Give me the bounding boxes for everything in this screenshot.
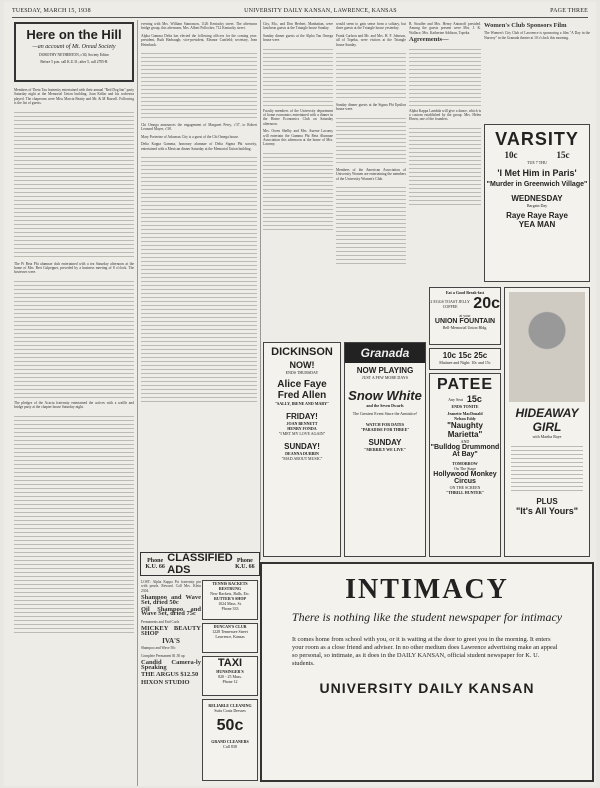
classified-column [141,580,201,780]
varsity-days: TUE 7 THU [527,160,547,165]
article-text: The Women's City Club of Lawrence is sponsoring a film "A Day in the Nursery" in the Granada theater at 10 o'clock this morning. [484,31,590,40]
intimacy-footer: UNIVERSITY DAILY KANSAN [319,680,535,696]
guest-list [14,109,134,259]
varsity-price-left: 10c [504,150,518,160]
cleaning-price: 50c [216,717,244,734]
duncan-ad [202,623,258,653]
patee-onstage: On The Stage [454,466,476,471]
dickinson-star-1: Alice Faye [277,379,327,390]
masthead-page: PAGE THREE [550,8,588,14]
society-subtitle: —an account of Mt. Oread Society [32,44,116,50]
society-header-box [14,22,134,82]
taxi-ad [202,656,258,696]
tennis-ad [202,580,258,620]
patee-ends: ENDS TONITE [451,404,479,409]
article-text: Frank Carlson and Mr. and Mrs. H. F. Johnson, all of Topeka, were visitors at the Triangle house Sunday. [336,33,406,47]
granada-watch: WATCH FOR DATES [365,422,405,427]
patee-star-2: Nelson Eddy [454,416,476,421]
classified-item: Permanents and End Curls [141,619,180,624]
classified-item: Shampoo and Wave 50c [141,646,176,651]
taxi-line2: 820 - 25 Mass. [218,674,242,679]
varsity-bargain: Bargain Day [526,203,548,208]
guest-list [336,50,406,100]
hideaway-ad [504,287,590,557]
dickinson-star-3: JOAN BENNETT [286,421,318,426]
patee-title: PATEE [437,376,493,393]
tennis-title: TENNIS RACKETS RESTRUNG [212,581,248,591]
masthead-title: UNIVERSITY DAILY KANSAN, LAWRENCE, KANSAS [244,8,397,14]
cleaning-title: RELIABLE CLEANING [208,703,252,708]
dickinson-ends: ENDS THURSDAY [285,370,319,375]
classified-ads-header [140,552,260,576]
dickinson-film-3: "MAD ABOUT MUSIC" [281,456,323,461]
varsity-raye: Raye Raye Raye [506,211,568,220]
guest-list [263,46,333,106]
intimacy-title: INTIMACY [345,574,509,605]
patee-any: Any Seat [448,396,463,402]
newspaper-page [4,2,596,786]
granada-film-sub: and the Seven Dwarfs [366,403,404,408]
varsity-prices [485,150,589,160]
classified-item: LOST: Alpha Kappa Psi fraternity pin with pearls. Reward. Call Mrs. Klein 2304. [141,580,201,593]
dickinson-friday: FRIDAY! [286,412,318,421]
column-rule [137,20,138,786]
section-heading: Agreements— [409,36,449,44]
prices-detail: Matinee and Night: 10c and 15c [439,360,491,365]
article-text: B. Stouffer and Mrs. Henry Antonoff presided. Among the guests present were Mrs. J. K. Wallace, Mrs. Katherine Addison, Topeka. [409,22,481,35]
society-note: Before 5 p.m. call K.U.31; after 5, call 2705-R [40,60,108,64]
section-heading: Women's Club Sponsors Film [484,22,567,29]
patee-price: 15c [466,394,482,404]
hideaway-sub: with Martha Raye [532,434,562,439]
guest-list [336,115,406,165]
society-editor: DOROTHY NETHERTON, c'40, Society Editor [39,53,109,57]
article-text: The Pi Beta Phi alumnae club entertained with a tea Saturday afternoon at the home of Mrs. Bert Culpepper, preceded by a business meeting of 8 o'clock. The hostesses were. [14,261,134,275]
taxi-phone: Phone 12 [222,679,238,684]
intimacy-body: It comes home from school with you, or it is waiting at the door to greet you in the morning. It enters your room as a close friend and adviser. In no other medium does Lawrence advertising make an appeal so personal, so intimate, as it does in the DAILY KANSAN, official student newspaper for K. U. students. [292,636,558,667]
column-4 [336,22,406,352]
guest-list [14,278,134,398]
patee-star-1: Jeanette MacDonald [447,411,483,416]
prices-ad [429,348,501,370]
article-text: Mary Porterine of Arkansas City is a guest of the Chi Omega house. [141,134,239,139]
cleaning-items: Suits Coats Dresses [214,708,246,713]
granada-ad [344,342,426,557]
granada-sunday: SUNDAY [368,438,402,447]
varsity-title: VARSITY [495,129,579,149]
patee-and: AND [460,439,470,444]
patee-tomorrow: TOMORROW [452,461,478,466]
tennis-sub: New Rackets, Balls, Etc. [210,591,250,596]
granada-merrily: "MERRILY WE LIVE" [364,447,406,452]
granada-film: Snow White [348,388,422,403]
body-text [141,154,257,404]
union-at: at your [459,313,471,318]
granada-now-playing: NOW PLAYING [356,366,414,375]
body-text [263,150,333,230]
patee-screen: ON THE SCREEN [449,485,481,490]
varsity-film-1: 'I Met Him in Paris' [497,168,577,178]
taxi-title: TAXI [217,657,243,669]
hideaway-film-2: "It's All Yours" [515,506,579,516]
article-text: Members of the American Association of University Women are entertaining the members of the University Women's Club. [336,167,406,181]
dickinson-star-2: Fred Allen [277,390,327,401]
granada-paradise: "PARADISE FOR THREE" [360,427,410,432]
article-text: Delta Kappa Gamma, honorary alumnae of Delta Sigma Phi sorority, entertained with a Mexican dinner Saturday at the Memorial Union building. [141,142,257,151]
tennis-addr: 1024 Mass. St. [218,601,242,606]
taxi-name: HUNSINGER'S [216,669,244,674]
dickinson-star-5: DEANNA DURBIN [285,451,319,456]
cleaning-ad [202,699,258,781]
varsity-price-right: 15c [556,150,570,160]
body-text [336,184,406,264]
article-text: Alpha Kappa Lambda will give a dance, which is a custom established by the group. Mrs. Helen Ebsen, one of the founders. [409,108,481,122]
body-text [409,46,481,106]
classified-phone-left: Phone K.U. 66 [145,558,165,570]
masthead [12,8,588,18]
classified-phone-right: Phone K.U. 66 [235,558,255,570]
article-text: Members of Theta Tau fraternity entertained with their annual "Red Dog Inn" party Saturday night at the Memorial Union building. Joan Kellar and his orchestra played. The chaperons were Miss Marcia Beatty and Mr. & M Russell. Following is the list of guests. [14,88,134,106]
article-text: Alpha Gamma Delta has elected the following officers for the coming year: president, Ruth Harbaugh; vice-president, Eleanor Canfield; secretary, Jean Heimbuck. [141,33,257,47]
granada-run: JUST A FEW MORE DAYS [362,375,408,380]
granada-tag: The Greatest Event Since the Armistice! [352,411,418,416]
cleaning-call: Call 838 [223,744,237,749]
varsity-ad [484,124,590,282]
classified-item: THE ARGUS $12.50 [141,671,199,679]
tennis-phone: Phone 333 [221,606,239,611]
guest-list [14,413,134,633]
guest-list [141,50,257,120]
dickinson-star-4: HENRY FONDA [287,426,317,431]
column-5 [409,22,481,282]
patee-ad [429,373,501,557]
tennis-shop: RUTTER'S SHOP [214,596,246,601]
union-eat: Eat a Good Break-fast [445,290,485,295]
union-sub: Bell-Memorial Union Bldg. [442,325,488,330]
union-eggs: 2 EGGS TOAST JELLY COFFEE [430,299,470,309]
masthead-date: TUESDAY, MARCH 15, 1938 [12,8,91,14]
dickinson-film-2: "I MET MY LOVE AGAIN" [278,431,326,436]
granada-title: Granada [345,343,425,363]
patee-film: "Naughty Marietta" [447,421,483,439]
duncan-sub: Lawrence, Kansas [215,634,245,639]
column-1 [14,88,134,778]
varsity-yeaman: YEA MAN [518,220,556,229]
patee-film-2: "Bulldog Drummond At Bay" [430,444,500,458]
article-text: City, Mo., and Don Herbert, Manhattan, were luncheon guests at the Triangle house Sunday. [263,22,333,31]
dickinson-ad [263,342,341,557]
duncan-addr: 1228 Tennessee Street [212,629,248,634]
duncan-title: DUNCAN'S CLUB [213,624,247,629]
column-6 [484,22,590,92]
cleaning-name: GRAND CLEANERS [211,739,249,744]
classified-item: Oil Shampoo and Wave Set, dried 75c [141,606,201,618]
union-fountain-ad [429,287,501,345]
intimacy-ad [260,562,594,782]
union-price: 20c [473,295,500,312]
article-text: Mrs. Owen Shelby and Mrs. Aurene Lacomy will entertain the Gamma Phi Beta Alumnae Association this afternoon at the home of Mrs. Lacomy. [263,129,333,147]
column-2 [141,22,257,547]
dickinson-now: NOW! [289,360,315,370]
column-rule [260,20,261,560]
actress-portrait [509,292,585,402]
varsity-wednesday: WEDNESDAY [511,194,563,203]
classified-item: IVA'S [162,637,180,646]
article-text: Faculty members of the University department of home economics entertained with a dinner in the Home Economics Club on Saturday afternoon. [263,108,333,126]
society-title: Here on the Hill [26,27,122,42]
classified-item: Shampoo and Wave Set, dried 50c [141,594,201,606]
patee-film-3: Hollywood Monkey Circus [433,471,497,485]
article-text: Sunday dinner guests at the Alpha Tau Omega house were. [263,33,333,43]
varsity-film-2: "Murder in Greenwich Village" [486,181,588,188]
union-name: UNION FOUNTAIN [434,318,496,325]
body-text [409,125,481,205]
union-price-row [430,295,500,313]
classified-title: CLASSIFIED ADS [167,552,233,576]
column-3 [263,22,333,352]
prices-rate: 10c 15c 25c [442,351,488,360]
article-text: The pledges of the Acacia fraternity entertained the actives with a waffle and bridge party at the chapter house Saturday night. [14,400,134,410]
dickinson-film: "SALLY, IRENE AND MARY" [274,401,330,406]
classified-item: MICKEY BEAUTY SHOP [141,625,201,637]
hideaway-plus: PLUS [536,497,558,506]
article-text: Sunday dinner guests at the Sigma Phi Epsilon house were. [336,103,406,112]
article-text: Chi Omega announces the engagement of Margaret Perry, c'37, to Robert Leonard Mayer, c'38. [141,123,257,132]
intimacy-lead: There is nothing like the student newspaper for intimacy [291,610,563,624]
patee-price-row [430,394,500,404]
article-text: evening with Mrs. William Stanonson, 1126 Kentucky street. The afternoon bridge group, this afternoon, Mrs. Albert Pollocher, 712 Kentucky street. [141,22,257,31]
ad-body-text [511,443,583,493]
patee-film-4: "THRILL HUNTER" [446,490,484,495]
dickinson-title: DICKINSON [271,346,333,358]
article-text: would seem to gain sense from a solitary, but three guests at the Triangle house yesterday. [336,22,406,31]
hideaway-title: HIDEAWAY GIRL [515,406,579,434]
classified-item: HIXON STUDIO [141,678,190,686]
classified-item: Complete Permanent $1.50 up [141,653,185,658]
dickinson-sunday: SUNDAY! [284,442,320,451]
classified-item: Candid Camera-ly Speaking [141,659,201,671]
